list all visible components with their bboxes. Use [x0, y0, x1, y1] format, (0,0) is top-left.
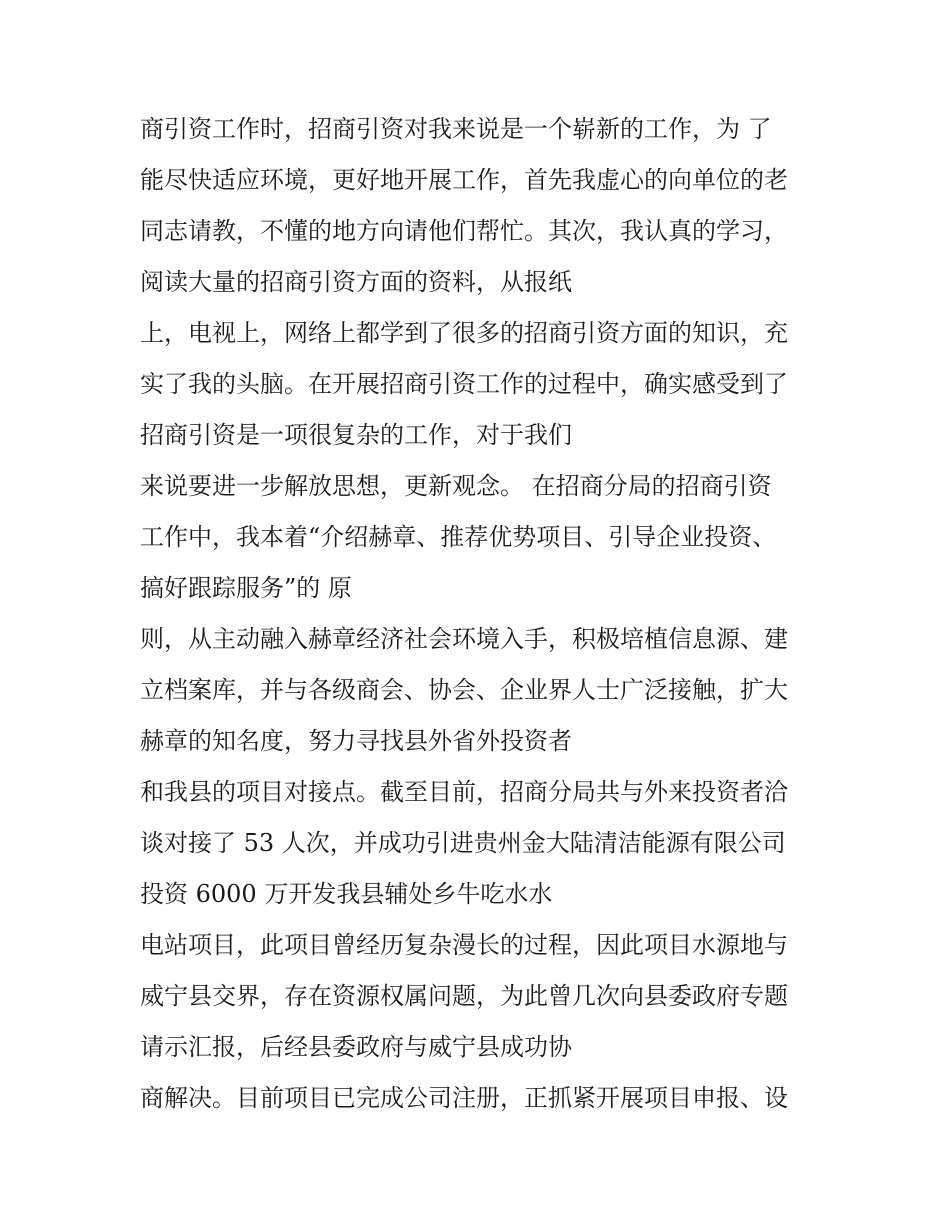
text-line: 电站项目，此项目曾经历复杂漫长的过程，因此项目水源地与	[140, 931, 788, 959]
text-line: 能尽快适应环境，更好地开展工作，首先我虚心的向单位的老	[140, 166, 788, 194]
text-line: 商解决。目前项目已完成公司注册，正抓紧开展项目申报、设	[140, 1084, 788, 1112]
text-line: 同志请教，不懂的地方向请他们帮忙。其次，我认真的学习，	[140, 217, 788, 245]
text-line: 搞好跟踪服务”的 原	[140, 574, 352, 602]
text-line: 和我县的项目对接点。截至目前，招商分局共与外来投资者洽	[140, 778, 788, 806]
body-text	[140, 104, 820, 1124]
text-line: 商引资工作时，招商引资对我来说是一个崭新的工作，为 了	[140, 115, 772, 143]
text-line: 实了我的头脑。在开展招商引资工作的过程中，确实感受到了	[140, 370, 788, 398]
text-line: 投资 6000 万开发我县辅处乡牛吃水水	[140, 880, 553, 908]
text-line: 谈对接了 53 人次，并成功引进贵州金大陆清洁能源有限公司	[140, 829, 786, 857]
text-line: 工作中，我本着“介绍赫章、推荐优势项目、引导企业投资、	[140, 523, 777, 551]
text-line: 威宁县交界，存在资源权属问题，为此曾几次向县委政府专题	[140, 982, 788, 1010]
text-line: 招商引资是一项很复杂的工作，对于我们	[140, 421, 572, 449]
text-line: 赫章的知名度，努力寻找县外省外投资者	[140, 727, 572, 755]
text-line: 来说要进一步解放思想，更新观念。 在招商分局的招商引资	[140, 472, 772, 500]
text-line: 上，电视上，网络上都学到了很多的招商引资方面的知识，充	[140, 319, 788, 347]
text-line: 阅读大量的招商引资方面的资料，从报纸	[140, 268, 572, 296]
text-line: 则，从主动融入赫章经济社会环境入手，积极培植信息源、建	[140, 625, 788, 653]
text-line: 请示汇报，后经县委政府与威宁县成功协	[140, 1033, 572, 1061]
text-line: 立档案库，并与各级商会、协会、企业界人士广泛接触，扩大	[140, 676, 788, 704]
